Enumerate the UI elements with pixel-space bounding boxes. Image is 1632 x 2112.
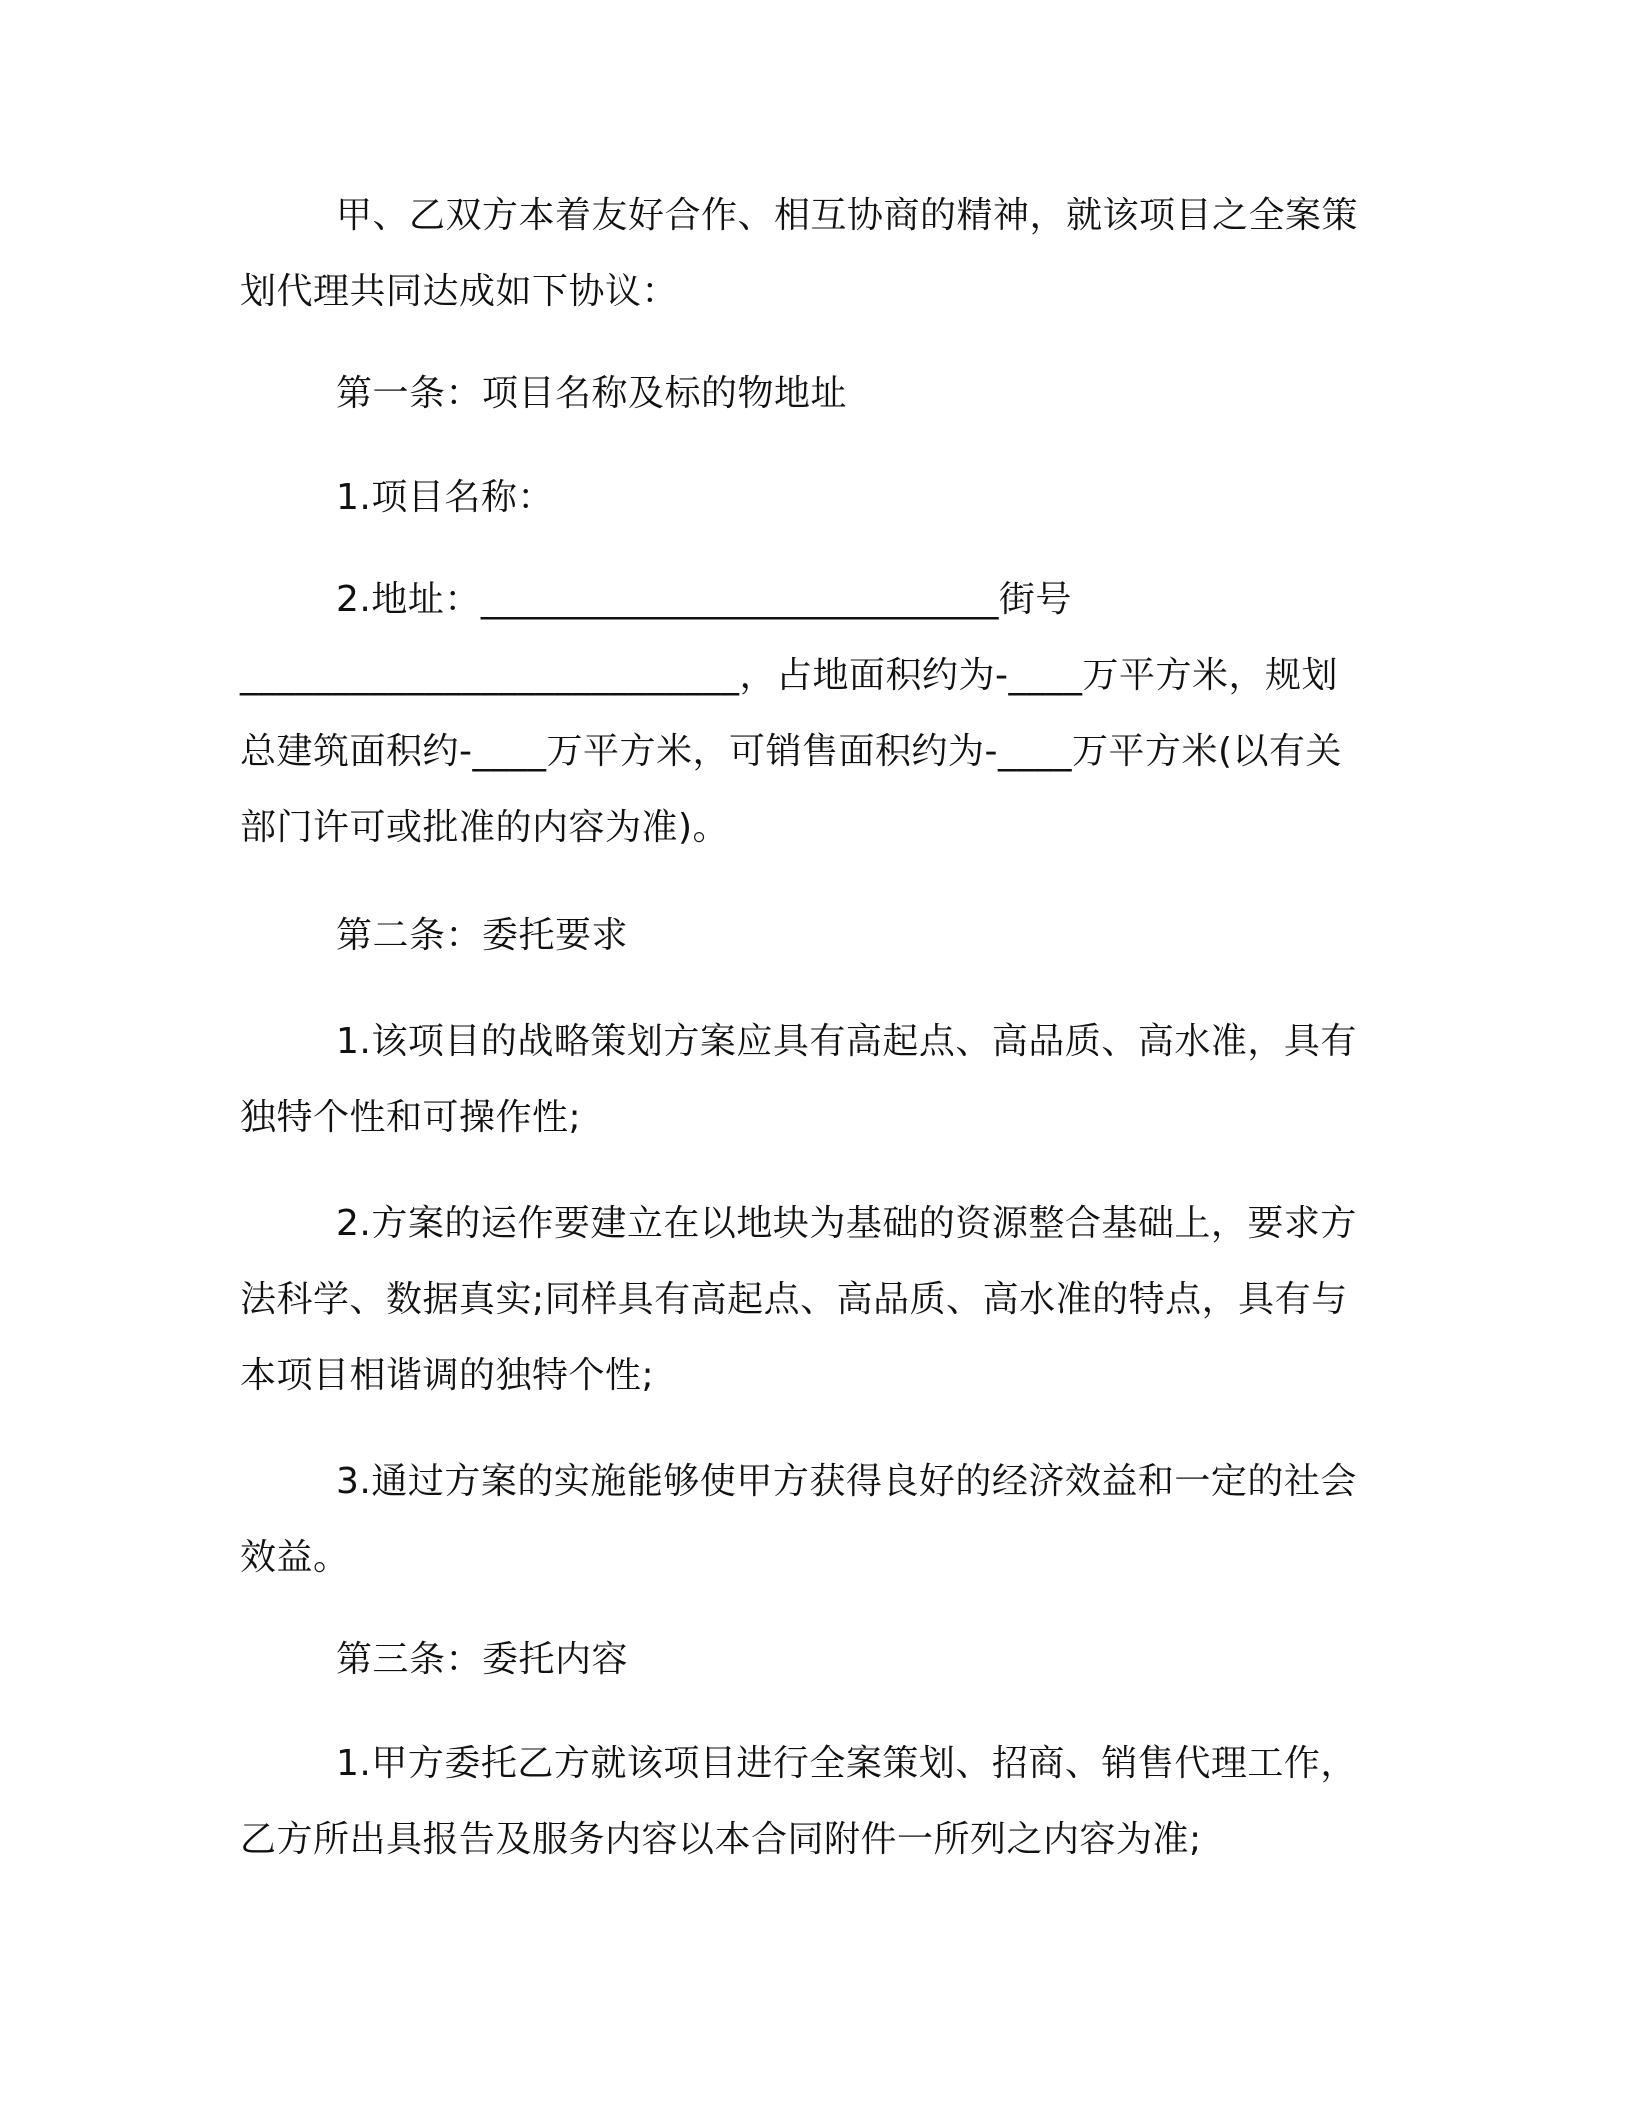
article-3-item-1-line-1: 1.甲方委托乙方就该项目进行全案策划、招商、销售代理工作， (336, 1743, 1357, 1784)
article-3-title (240, 1622, 1375, 1698)
article-1-item-2-line-2: ___________________________，占地面积约为-____万平方米，规划 (240, 655, 1338, 696)
article-1-item-2-line-1: 2.地址：____________________________街号 (336, 579, 1072, 620)
article-1-item-1-text: 1.项目名称： (336, 477, 554, 518)
article-2-item-3-line-1: 3.通过方案的实施能够使甲方获得良好的经济效益和一定的社会 (336, 1461, 1357, 1502)
article-1-item-2-line-3: 总建筑面积约-____万平方米，可销售面积约为-____万平方米(以有关 (240, 731, 1343, 772)
article-2-item-2-line-2: 法科学、数据真实;同样具有高起点、高品质、高水准的特点，具有与 (240, 1279, 1348, 1320)
article-3-item-1 (240, 1726, 1375, 1878)
article-2-item-3 (240, 1444, 1375, 1596)
intro-line-1: 甲、乙双方本着友好合作、相互协商的精神，就该项目之全案策 (336, 195, 1359, 236)
article-2-item-2 (240, 1186, 1375, 1414)
article-2-title (240, 898, 1375, 974)
article-1-item-2-line-4: 部门许可或批准的内容为准)。 (240, 807, 730, 848)
article-3-item-1-line-2: 乙方所出具报告及服务内容以本合同附件一所列之内容为准; (240, 1819, 1202, 1860)
article-2-item-1 (240, 1004, 1375, 1156)
article-2-title-text: 第二条：委托要求 (336, 915, 629, 956)
article-1-item-1 (240, 460, 1375, 536)
article-2-item-2-line-3: 本项目相谐调的独特个性; (240, 1355, 655, 1396)
article-3-title-text: 第三条：委托内容 (336, 1639, 629, 1680)
article-1-item-2 (240, 562, 1375, 866)
intro-line-2: 划代理共同达成如下协议： (240, 271, 679, 312)
article-2-item-1-line-2: 独特个性和可操作性; (240, 1097, 582, 1138)
intro-paragraph (240, 178, 1375, 330)
article-2-item-1-line-1: 1.该项目的战略策划方案应具有高起点、高品质、高水准，具有 (336, 1021, 1357, 1062)
article-1-title (240, 356, 1375, 432)
article-1-title-text: 第一条：项目名称及标的物地址 (336, 373, 848, 414)
article-2-item-2-line-1: 2.方案的运作要建立在以地块为基础的资源整合基础上，要求方 (336, 1203, 1357, 1244)
article-2-item-3-line-2: 效益。 (240, 1537, 350, 1578)
